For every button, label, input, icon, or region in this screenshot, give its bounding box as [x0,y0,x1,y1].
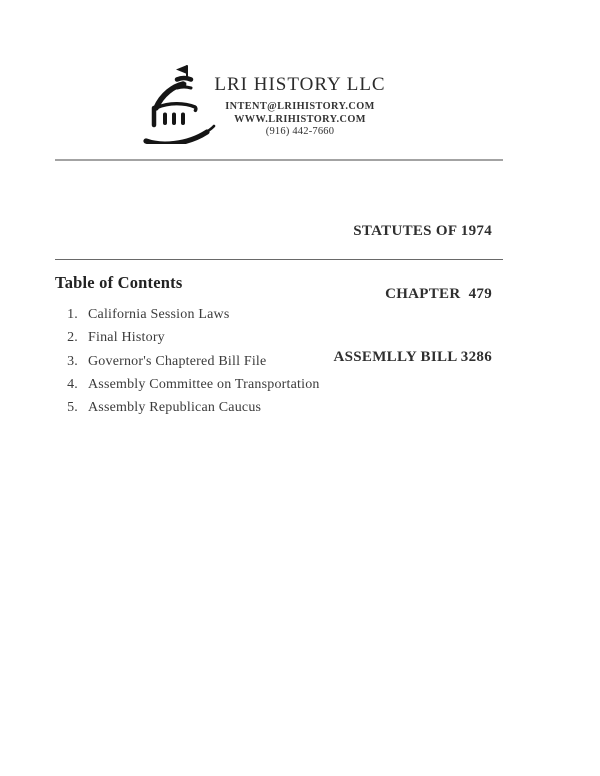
contact-website: WWW.LRIHISTORY.COM [234,113,366,125]
statutes-line: STATUTES OF 1974 [353,223,492,239]
bill-line: ASSEMLLY BILL 3286 [333,349,492,365]
toc-item-number: 4. [67,376,78,392]
company-name: LRI HISTORY LLC [214,74,386,95]
contact-email: INTENT@LRIHISTORY.COM [225,101,375,112]
toc-item [55,378,320,392]
document-info-block [333,179,492,410]
toc-item-label: Assembly Committee on Transportation [88,376,320,392]
letterhead [0,74,600,139]
toc-item-number: 5. [67,400,78,416]
toc-title: Table of Contents [55,273,183,292]
contact-block [0,101,600,139]
toc-item [55,355,320,369]
toc-item-number: 1. [67,307,78,322]
toc-item-label: Assembly Republican Caucus [88,400,262,416]
toc-item [55,308,320,322]
toc-item [55,401,320,415]
toc-item-label: Final History [88,330,165,346]
chapter-line: CHAPTER 479 [385,286,492,302]
toc-item-label: Governor's Chaptered Bill File [88,353,267,369]
divider-top [55,159,503,161]
toc-item-number: 2. [67,330,78,346]
toc-item [55,331,320,345]
toc-list [55,308,320,424]
toc-item-number: 3. [67,353,78,369]
contact-phone: (916) 442-7660 [265,126,335,138]
toc-item-label: California Session Laws [88,307,230,322]
